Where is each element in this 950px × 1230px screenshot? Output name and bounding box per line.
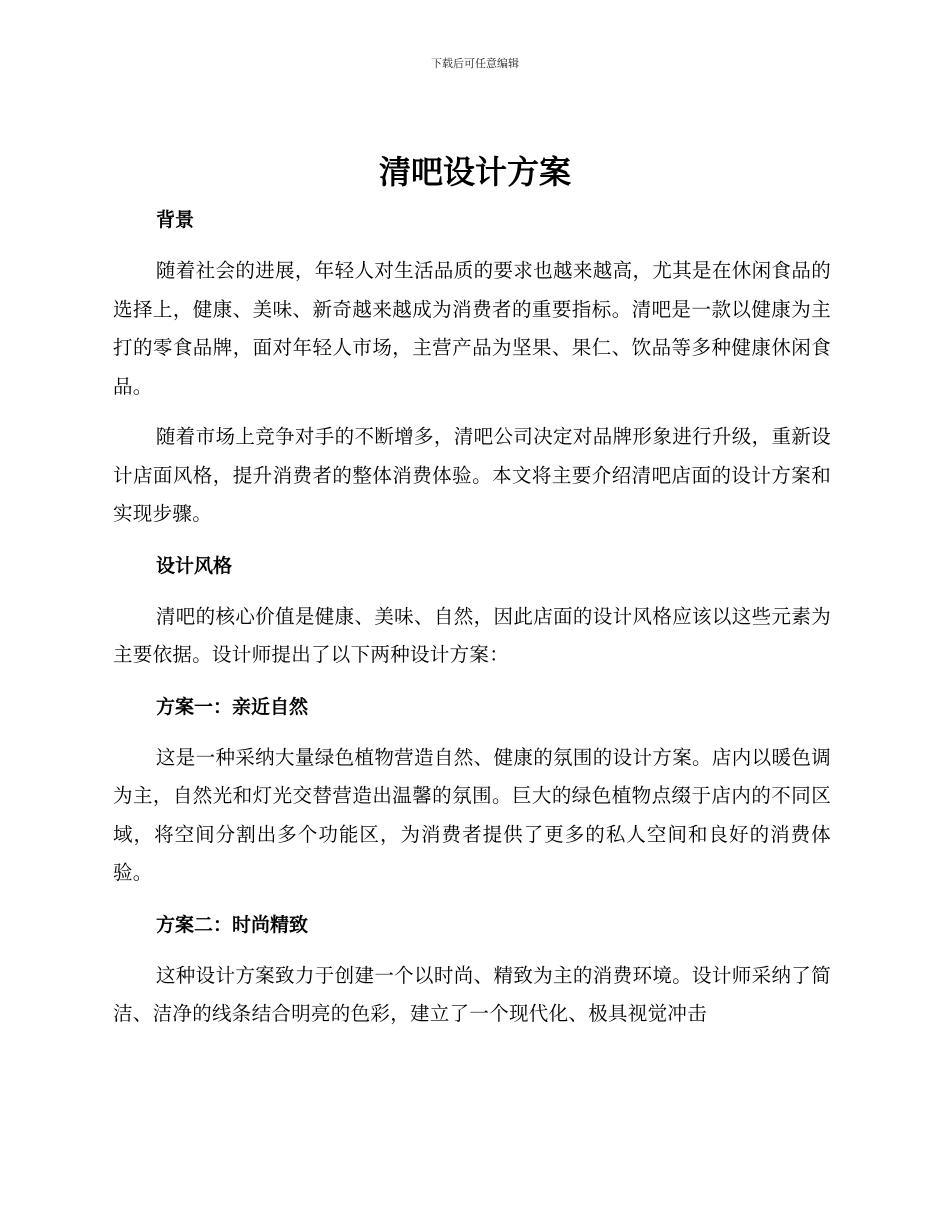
section-background bbox=[113, 200, 831, 534]
section-plan-one bbox=[113, 687, 831, 893]
document-title: 清吧设计方案 bbox=[378, 153, 571, 191]
paragraph: 这种设计方案致力于创建一个以时尚、精致为主的消费环境。设计师采纳了简洁、洁净的线条结合明亮的色彩，建立了一个现代化、极具视觉冲击 bbox=[113, 963, 831, 1025]
paragraph: 清吧的核心价值是健康、美味、自然，因此店面的设计风格应该以这些元素为主要依据。设计师提出了以下两种设计方案： bbox=[113, 604, 831, 666]
paragraph: 随着社会的进展，年轻人对生活品质的要求也越来越高，尤其是在休闲食品的选择上，健康、美味、新奇越来越成为消费者的重要指标。清吧是一款以健康为主打的零食品牌，面对年轻人市场，主营产品为坚果、果仁、饮品等多种健康休闲食品。 bbox=[113, 259, 831, 398]
section-heading: 方案一：亲近自然 bbox=[156, 695, 309, 718]
paragraph: 这是一种采纳大量绿色植物营造自然、健康的氛围的设计方案。店内以暖色调为主，自然光和灯光交替营造出温馨的氛围。巨大的绿色植物点缀于店内的不同区域，将空间分割出多个功能区，为消费者提供了更多的私人空间和良好的消费体验。 bbox=[113, 745, 831, 884]
section-plan-two bbox=[113, 905, 831, 1034]
paragraph: 随着市场上竞争对手的不断增多，清吧公司决定对品牌形象进行升级，重新设计店面风格，提升消费者的整体消费体验。本文将主要介绍清吧店面的设计方案和实现步骤。 bbox=[113, 425, 831, 525]
document-body bbox=[113, 200, 831, 1046]
section-heading: 设计风格 bbox=[156, 554, 233, 577]
section-heading: 方案二：时尚精致 bbox=[156, 913, 309, 936]
section-design-style bbox=[113, 546, 831, 675]
page-header-note: 下载后可任意编辑 bbox=[431, 57, 519, 70]
section-heading: 背景 bbox=[156, 209, 195, 231]
